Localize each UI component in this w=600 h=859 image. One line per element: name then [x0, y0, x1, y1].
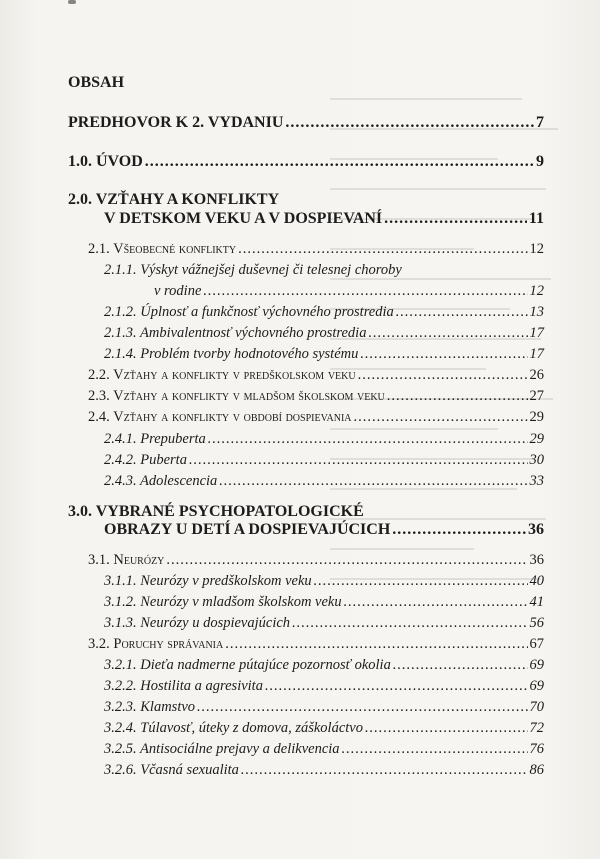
toc-entry-2-3[interactable] — [88, 388, 544, 405]
page-number: 33 — [529, 473, 544, 489]
toc-heading: OBSAH — [68, 74, 125, 91]
leader-dots — [342, 741, 528, 758]
page-number: 76 — [529, 741, 544, 757]
leader-dots — [314, 573, 528, 590]
leader-dots — [384, 210, 527, 228]
toc-entry-2-4[interactable] — [88, 409, 544, 426]
entry-label: 3.2.6. Včasná sexualita — [104, 762, 239, 778]
leader-dots — [219, 473, 527, 490]
page-number: 36 — [529, 552, 544, 568]
entry-label: 2.1.4. Problém tvorby hodnotového systému — [104, 346, 359, 362]
toc-entry-2-0-line1: 2.0. VZŤAHY A KONFLIKTY — [68, 191, 280, 208]
page-number: 12 — [529, 241, 544, 257]
leader-dots — [344, 594, 528, 611]
entry-label: 3.2.5. Antisociálne prejavy a delikvencia — [104, 741, 340, 757]
toc-entry-3-1-3[interactable] — [104, 615, 544, 632]
page-number: 40 — [529, 573, 544, 589]
leader-dots — [285, 114, 534, 132]
toc-entry-3-2-5[interactable] — [104, 741, 544, 758]
leader-dots — [238, 241, 527, 258]
leader-dots — [360, 346, 527, 363]
toc-entry-3-2-1[interactable] — [104, 657, 544, 674]
leader-dots — [387, 388, 528, 405]
page-number: 36 — [528, 521, 544, 538]
entry-label: 3.2.2. Hostilita a agresivita — [104, 678, 263, 694]
page-number: 7 — [536, 114, 544, 131]
leader-dots — [292, 615, 527, 632]
entry-label: 2.4. Vzťahy a konflikty v období dospievania — [88, 409, 352, 425]
entry-label: 2.4.2. Puberta — [104, 452, 187, 468]
page-number: 72 — [529, 720, 544, 736]
toc-entry-2-4-2[interactable] — [104, 452, 544, 469]
page-number: 67 — [529, 636, 544, 652]
entry-label: PREDHOVOR K 2. VYDANIU — [68, 114, 284, 131]
leader-dots — [166, 552, 527, 569]
page-number: 11 — [528, 210, 544, 227]
toc-entry-2-1-2[interactable] — [104, 304, 544, 321]
toc-entry-predhovor[interactable] — [68, 114, 544, 132]
toc-entry-2-1[interactable] — [88, 241, 544, 258]
leader-dots — [354, 409, 528, 426]
toc-entry-2-1-1[interactable] — [154, 283, 544, 300]
page-number: 41 — [529, 594, 544, 610]
page-number: 13 — [529, 304, 544, 320]
print-mark — [68, 0, 76, 4]
toc-entry-uvod[interactable] — [68, 153, 544, 171]
entry-label: 3.2. Poruchy správania — [88, 636, 224, 652]
toc-entry-2-1-4[interactable] — [104, 346, 544, 363]
toc-entry-3-0-line1: 3.0. VYBRANÉ PSYCHOPATOLOGICKÉ — [68, 503, 364, 520]
leader-dots — [265, 678, 528, 695]
entry-label: 2.1.2. Úplnosť a funkčnosť výchovného prostredia — [104, 304, 394, 320]
toc-entry-2-1-3[interactable] — [104, 325, 544, 342]
leader-dots — [189, 452, 528, 469]
leader-dots — [368, 325, 527, 342]
page-number: 56 — [529, 615, 544, 631]
entry-label: 3.1.1. Neurózy v predškolskom veku — [104, 573, 312, 589]
entry-label: 2.2. Vzťahy a konflikty v predškolskom veku — [88, 367, 356, 383]
toc-entry-2-4-1[interactable] — [104, 431, 544, 448]
toc-entry-3-2-3[interactable] — [104, 699, 544, 716]
page-number: 29 — [529, 409, 544, 425]
page-number: 17 — [529, 346, 544, 362]
toc-entry-2-2[interactable] — [88, 367, 544, 384]
leader-dots — [241, 762, 528, 779]
entry-label: 2.4.3. Adolescencia — [104, 473, 218, 489]
leader-dots — [225, 636, 527, 653]
entry-label: 2.4.1. Prepuberta — [104, 431, 206, 447]
entry-label: 2.3. Vzťahy a konflikty v mladšom školskom veku — [88, 388, 385, 404]
entry-label: 2.1. Všeobecné konflikty — [88, 241, 237, 257]
toc-entry-3-2-2[interactable] — [104, 678, 544, 695]
leader-dots — [358, 367, 528, 384]
page-number: 26 — [529, 367, 544, 383]
page-number: 17 — [529, 325, 544, 341]
leader-dots — [203, 283, 527, 300]
page-number: 69 — [529, 657, 544, 673]
page-number: 30 — [529, 452, 544, 468]
toc-entry-2-1-1-line1: 2.1.1. Výskyt vážnejšej duševnej či telesnej choroby — [104, 262, 402, 278]
entry-label: 3.1.2. Neurózy v mladšom školskom veku — [104, 594, 342, 610]
page-number: 27 — [529, 388, 544, 404]
toc-entry-3-1-1[interactable] — [104, 573, 544, 590]
leader-dots — [396, 304, 528, 321]
toc-entry-3-1-2[interactable] — [104, 594, 544, 611]
entry-label: v rodine — [154, 283, 202, 299]
page-number: 12 — [529, 283, 544, 299]
entry-label: 2.1.3. Ambivalentnosť výchovného prostredia — [104, 325, 367, 341]
toc-entry-3-2-4[interactable] — [104, 720, 544, 737]
leader-dots — [145, 153, 534, 171]
entry-label: 3.1. Neurózy — [88, 552, 165, 568]
entry-label: 3.2.1. Dieťa nadmerne pútajúce pozornosť okolia — [104, 657, 391, 673]
leader-dots — [365, 720, 528, 737]
toc-entry-3-2[interactable] — [88, 636, 544, 653]
page-number: 9 — [536, 153, 544, 170]
toc-entry-3-1[interactable] — [88, 552, 544, 569]
leader-dots — [208, 431, 528, 448]
leader-dots — [393, 657, 528, 674]
page-number: 70 — [529, 699, 544, 715]
toc-entry-2-4-3[interactable] — [104, 473, 544, 490]
entry-label: 1.0. ÚVOD — [68, 153, 143, 170]
page-number: 86 — [529, 762, 544, 778]
toc-entry-2-0[interactable] — [104, 210, 544, 228]
toc-entry-3-2-6[interactable] — [104, 762, 544, 779]
entry-label: 3.2.3. Klamstvo — [104, 699, 196, 715]
leader-dots — [197, 699, 527, 716]
page-number: 29 — [529, 431, 544, 447]
page-number: 69 — [529, 678, 544, 694]
entry-label: 3.2.4. Túlavosť, úteky z domova, záškoláctvo — [104, 720, 363, 736]
entry-label: OBRAZY U DETÍ A DOSPIEVAJÚCICH — [104, 521, 391, 538]
entry-label: 3.1.3. Neurózy u dospievajúcich — [104, 615, 291, 631]
toc-entry-3-0[interactable] — [104, 521, 544, 539]
entry-label: V DETSKOM VEKU A V DOSPIEVANÍ — [104, 210, 383, 227]
leader-dots — [392, 521, 526, 539]
